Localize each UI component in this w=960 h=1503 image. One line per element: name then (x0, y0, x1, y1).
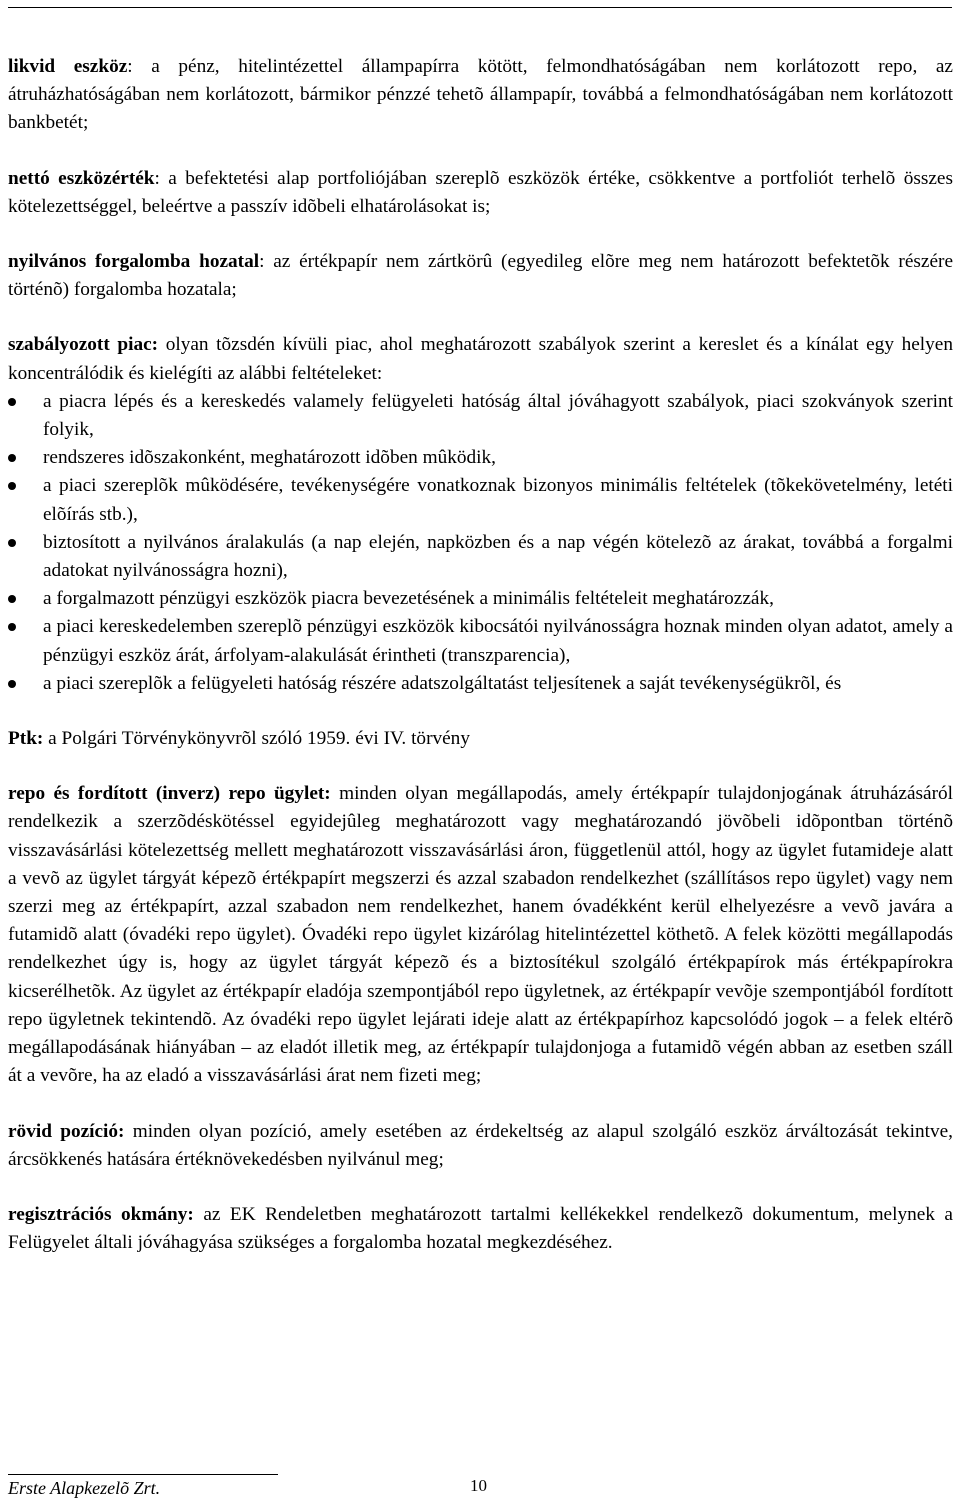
bullet-icon (8, 482, 16, 490)
term-label: szabályozott piac (8, 334, 152, 356)
list-item: a piaci szereplõk mûködésére, tevékenységére vonatkoznak bizonyos minimális feltételek (tõkekövetelmény, letéti elõírás stb.), (8, 472, 953, 528)
definition-repo-ugylet (8, 780, 953, 1090)
bullet-icon (8, 595, 16, 603)
bullet-icon (8, 539, 16, 547)
bullet-icon (8, 398, 16, 406)
definition-ptk (8, 725, 953, 753)
definition-text: a befektetési alap portfoliójában szereplõ eszközök értéke, csökkentve a portfoliót terhelõ összes kötelezettséggel, beleértve a passzív idõbeli elhatárolásokat is; (8, 167, 953, 217)
term-label: regisztrációs okmány: (8, 1203, 194, 1225)
term-label: Ptk: (8, 728, 44, 750)
definition-likvid-eszkoz: likvid eszköz: a pénz, hitelintézettel állampapírra kötött, felmondhatóságában nem korlátozott repo, az átruházhatóságában nem korlátozott, bármikor pénzzé tehetõ állampapír, továbbá a felmondhatóságában nem korlátozott bankbetét; (8, 56, 953, 134)
criteria-list (8, 388, 953, 698)
definition-netto-eszkozertek: nettó eszközérték: a befektetési alap portfoliójában szereplõ eszközök értéke, csökkentve a portfoliót terhelõ összes kötelezettséggel, beleértve a passzív idõbeli elhatárolásokat is; (8, 167, 953, 217)
definition-text: az értékpapír nem zártkörû (egyedileg elõre meg nem határozott befektetõk részére történõ) forgalomba hozatala; (8, 251, 954, 301)
definition-text: a pénz, hitelintézettel állampapírra kötött, felmondhatóságában nem korlátozott repo, az átruházhatóságában nem korlátozott, bármikor pénzzé tehetõ állampapír, továbbá a felmondhatóságában nem korlátozott bankbetét; (8, 56, 953, 134)
top-rule (8, 7, 952, 8)
definition-szabalyozott-piac: szabályozott piac: olyan tõzsdén kívüli piac, ahol meghatározott szabályok szerint a kereslet és a kínálat egy helyen koncentrálódik és kielégíti az alábbi feltételeket: (8, 334, 953, 384)
list-item: biztosított a nyilvános áralakulás (a nap elején, napközben és a nap végén kötelezõ az árakat, továbbá a forgalmi adatokat nyilvánosságra hozni), (8, 529, 953, 585)
footer-rule (8, 1474, 278, 1475)
list-item: a piacra lépés és a kereskedés valamely felügyeleti hatóság által jóváhagyott szabályok, piaci szokványok szerint folyik, (8, 388, 953, 444)
definition-text: minden olyan megállapodás, amely értékpapír tulajdonjogának átruházásáról rendelkezik a szerzõdéskötéssel egyidejûleg meghatározott vagy meghatározandó jövõbeli idõpontban történõ visszavásárlási kötelezettség mellett meghatározott visszavásárlási áron, függetlenül attól, hogy az ügylet futamideje alatt a vevõ az ügylet tárgyát képezõ értékpapírt megszerzi és azzal szabadon rendelkezhet (szállításos repo ügylet) vagy nem szerzi meg az értékpapírt, azzal szabadon nem rendelkezhet, hanem óvadékként kerül elhelyezésre a vevõ javára a futamidõ alatt (óvadéki repo ügylet). Óvadéki repo ügylet kizárólag hitelintézettel köthetõ. A felek közötti megállapodás rendelkezhet úgy is, hogy az ügylet tárgyát képezõ és a biztosítékul szolgáló értékpapírok más értékpapírokra kicserélhetõk. Az ügylet az értékpapír eladója szempontjából repo ügyletnek, az értékpapír vevõje szempontjából fordított repo ügyletnek tekintendõ. Az óvadéki repo ügylet lejárati ideje alatt az értékpapírhoz kapcsolódó jogok – a felek eltérõ megállapodásának hiányában – az eladót illetik meg, az értékpapír tulajdonjoga a futamidõ végén abban az esetben száll át a vevõre, ha az eladó a visszavásárlási árat nem fizeti meg; (8, 783, 953, 1087)
term-label: rövid pozíció: (8, 1120, 125, 1142)
bullet-icon (8, 680, 16, 688)
list-item: a piaci kereskedelemben szereplõ pénzügyi eszközök kibocsátói nyilvánosságra hoznak minden olyan adatot, amely a pénzügyi eszköz árát, árfolyam-alakulását érintheti (transzparencia), (8, 613, 953, 669)
definition-nyilvanos-forgalomba-hozatal: nyilvános forgalomba hozatal: az értékpapír nem zártkörû (egyedileg elõre meg nem határozott befektetõk részére történõ) forgalomba hozatala; (8, 251, 954, 301)
bullet-icon (8, 454, 16, 462)
list-item: a piaci szereplõk a felügyeleti hatóság részére adatszolgáltatást teljesítenek a saját tevékenységükrõl, és (8, 670, 953, 698)
term-label: nettó eszközérték (8, 167, 155, 189)
footer-company: Erste Alapkezelõ Zrt. (8, 1478, 161, 1498)
document-body (8, 53, 953, 1257)
definition-regisztracios-okmany (8, 1201, 953, 1257)
definition-rovid-pozicio (8, 1118, 953, 1174)
list-item: rendszeres idõszakonként, meghatározott idõben mûködik, (8, 444, 953, 472)
list-item: a forgalmazott pénzügyi eszközök piacra bevezetésének a minimális feltételeit meghatározzák, (8, 585, 953, 613)
definition-text: minden olyan pozíció, amely esetében az érdekeltség az alapul szolgáló eszköz árváltozását tekintve, árcsökkenés hatására értéknövekedésben nyilvánul meg; (8, 1120, 953, 1170)
bullet-icon (8, 623, 16, 631)
definition-text: a Polgári Törvénykönyvrõl szóló 1959. évi IV. törvény (43, 728, 470, 750)
definition-text: az EK Rendeletben meghatározott tartalmi kellékekkel rendelkezõ dokumentum, melynek a Felügyelet általi jóváhagyása szükséges a forgalomba hozatal megkezdéséhez. (8, 1203, 953, 1254)
term-label: repo és fordított (inverz) repo ügylet: (8, 783, 331, 805)
term-label: nyilvános forgalomba hozatal (8, 251, 260, 273)
page-number: 10 (470, 1476, 487, 1495)
definition-text: olyan tõzsdén kívüli piac, ahol meghatározott szabályok szerint a kereslet és a kínálat egy helyen koncentrálódik és kielégíti az alábbi feltételeket: (8, 334, 953, 384)
term-label: likvid eszköz (8, 56, 128, 77)
